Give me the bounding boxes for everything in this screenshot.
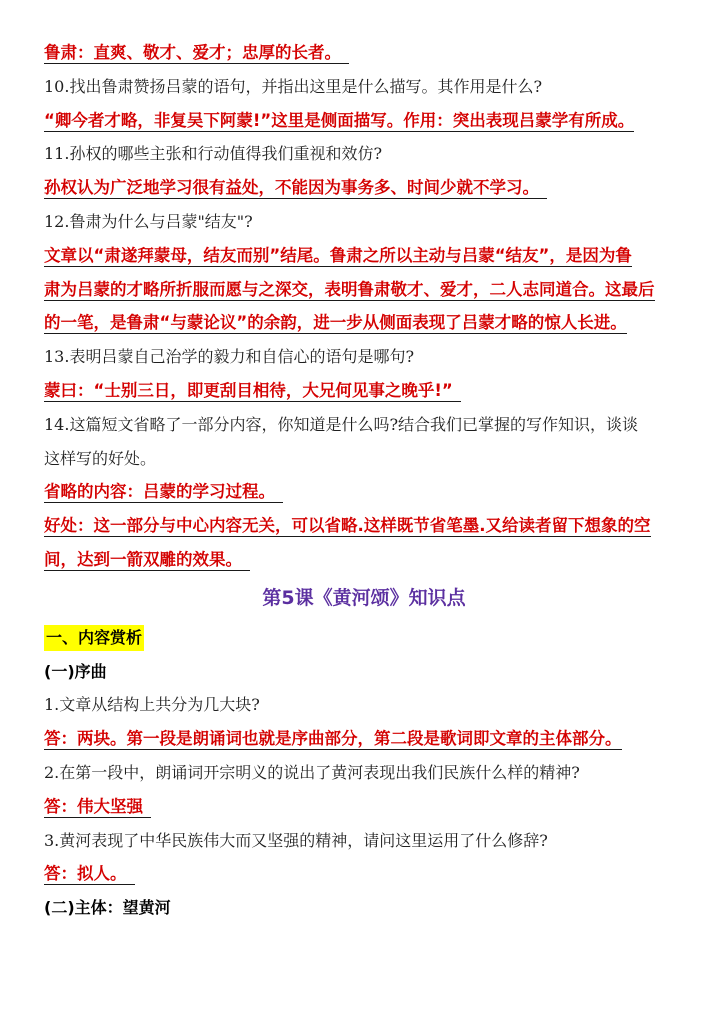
answer-text: 间，达到一箭双雕的效果。 <box>44 543 684 577</box>
answer-text: “卿今者才略，非复吴下阿蒙!”这里是侧面描写。作用：突出表现吕蒙学有所成。 <box>44 110 635 130</box>
answer-text: 肃为吕蒙的才略所折服而愿与之深交，表明鲁肃敬才、爱才，二人志同道合。这最后 <box>44 279 655 299</box>
question-text: 10.找出鲁肃赞扬吕蒙的语句，并指出这里是什么描写。其作用是什么? <box>44 76 543 96</box>
answer-text: 答：两块。第一段是朗诵词也就是序曲部分，第二段是歌词即文章的主体部分。 <box>44 729 622 749</box>
answer-text: 答：伟大坚强 <box>44 790 684 824</box>
question-text: 3.黄河表现了中华民族伟大而又坚强的精神，请问这里运用了什么修辞? <box>44 830 548 850</box>
question-text: 2.在第一段中，朗诵词开宗明义的说出了黄河表现出我们民族什么样的精神? <box>44 762 580 782</box>
question-text: 13.表明吕蒙自己治学的毅力和自信心的语句是哪句? <box>44 347 415 367</box>
answer-text: 的一笔，是鲁肃“与蒙论议”的余韵，进一步从侧面表现了吕蒙才略的惊人长进。 <box>44 313 627 333</box>
question-text: 1.文章从结构上共分为几大块? <box>44 695 260 715</box>
answer-text: 孙权认为广泛地学习很有益处，不能因为事务多、时间少就不学习。 <box>44 171 684 205</box>
answer-text: 省略的内容：吕蒙的学习过程。 <box>44 475 684 509</box>
subsection-heading: (二)主体：望黄河 <box>44 898 171 918</box>
question-text: 这样写的好处。 <box>44 448 157 468</box>
question-text: 14.这篇短文省略了一部分内容，你知道是什么吗?结合我们已掌握的写作知识，谈谈 <box>44 414 639 434</box>
lesson-title: 第5课《黄河颂》知识点 <box>262 586 466 609</box>
answer-text: 好处：这一部分与中心内容无关，可以省略.这样既节省笔墨.又给读者留下想象的空 <box>44 516 651 536</box>
document-page <box>44 36 684 925</box>
question-text: 12.鲁肃为什么与吕蒙"结友"? <box>44 211 253 231</box>
question-text: 11.孙权的哪些主张和行动值得我们重视和效仿? <box>44 144 383 164</box>
subsection-heading: (一)序曲 <box>44 661 107 681</box>
section-heading: 一、内容赏析 <box>44 621 684 655</box>
answer-text: 答：拟人。 <box>44 857 684 891</box>
answer-text: 蒙曰：“士别三日，即更刮目相待，大兄何见事之晚乎!” <box>44 374 684 408</box>
answer-text: 鲁肃：直爽、敬才、爱才；忠厚的长者。 <box>44 36 684 70</box>
answer-text: 文章以“肃遂拜蒙母，结友而别”结尾。鲁肃之所以主动与吕蒙“结友”，是因为鲁 <box>44 245 632 265</box>
